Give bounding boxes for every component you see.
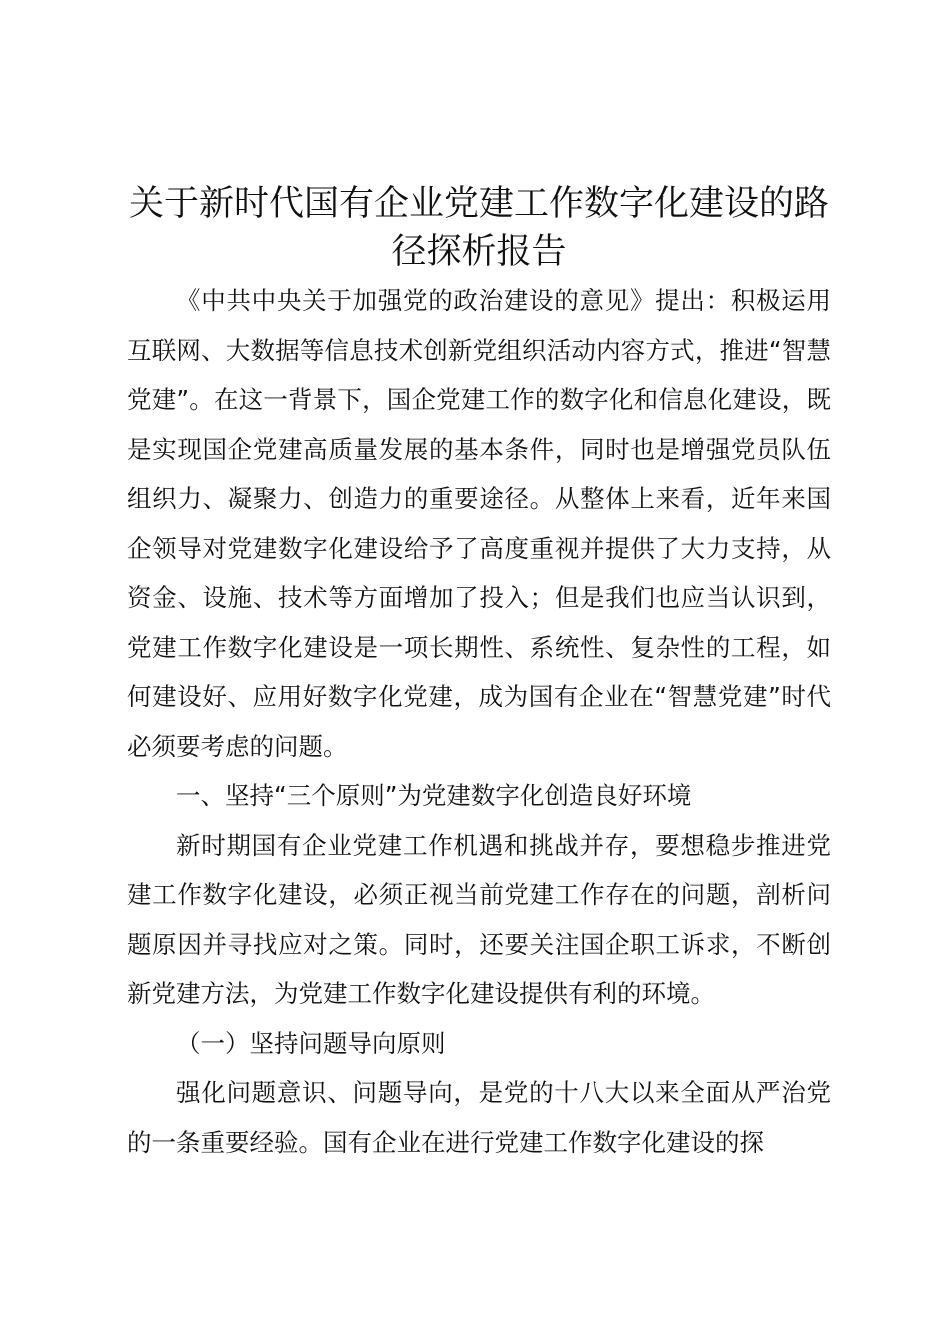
document-body (127, 180, 831, 1167)
document-title: 关于新时代国有企业党建工作数字化建设的路径探析报告 (128, 184, 829, 272)
paragraph-section-1: 新时期国有企业党建工作机遇和挑战并存，要想稳步推进党建工作数字化建设，必须正视当前党建工作存在的问题，剖析问题原因并寻找应对之策。同时，还要关注国企职工诉求，不断创新党建方法，为党建工作数字化建设提供有利的环境。 (127, 830, 831, 1008)
paragraph-intro: 《中共中央关于加强党的政治建设的意见》提出：积极运用互联网、大数据等信息技术创新党组织活动内容方式，推进“智慧党建”。在这一背景下，国企党建工作的数字化和信息化建设，既是实现国企党建高质量发展的基本条件，同时也是增强党员队伍组织力、凝聚力、创造力的重要途径。从整体上来看，近年来国企领导对党建数字化建设给予了高度重视并提供了大力支持，从资金、设施、技术等方面增加了投入；但是我们也应当认识到，党建工作数字化建设是一项长期性、系统性、复杂性的工程，如何建设好、应用好数字化党建，成为国有企业在“智慧党建”时代必须要考虑的问题。 (127, 286, 831, 761)
section-heading-1: 一、坚持“三个原则”为党建数字化创造良好环境 (176, 781, 692, 810)
paragraph-subsection-1: 强化问题意识、问题导向，是党的十八大以来全面从严治党的一条重要经验。国有企业在进行党建工作数字化建设的探 (127, 1078, 831, 1157)
subsection-heading-1: （一）坚持问题导向原则 (176, 1028, 446, 1058)
